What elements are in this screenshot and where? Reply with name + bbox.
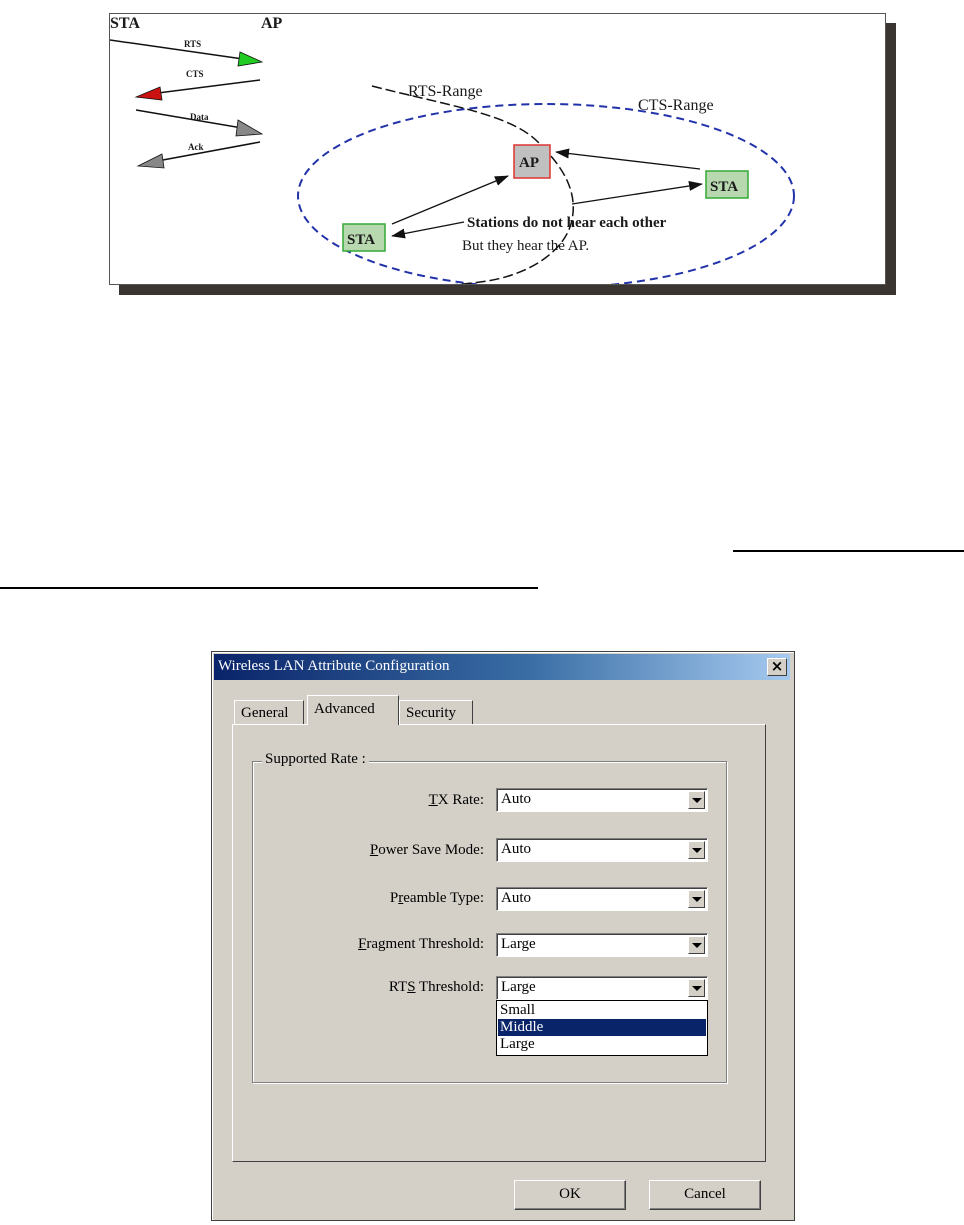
preamble-type-select[interactable] <box>496 887 708 911</box>
caption-line-2: But they hear the AP. <box>462 238 590 254</box>
data-arrow-head <box>236 120 262 136</box>
close-button[interactable] <box>767 658 787 676</box>
tab-advanced[interactable] <box>307 695 399 725</box>
cts-arrow-head <box>136 87 162 100</box>
rts-threshold-select[interactable] <box>496 976 708 1000</box>
rts-arrow-head <box>238 52 262 66</box>
sta-right-label: STA <box>710 179 739 195</box>
ok-button[interactable]: OK <box>514 1180 626 1210</box>
legend-sta-label: STA <box>110 15 140 32</box>
sta-left-label: STA <box>347 232 376 248</box>
cts-range-label: CTS-Range <box>638 97 714 114</box>
preamble-type-value: Auto <box>501 890 531 906</box>
tab-general[interactable] <box>234 700 304 724</box>
option-large[interactable]: Large <box>500 1036 535 1052</box>
rts-arrow-line <box>110 40 250 60</box>
option-small[interactable]: Small <box>500 1002 536 1018</box>
tab-advanced-label: Advanced <box>314 701 375 717</box>
network-diagram <box>109 13 896 295</box>
ack-arrow-line <box>152 142 260 162</box>
cancel-button[interactable]: Cancel <box>649 1180 761 1210</box>
tab-security-label: Security <box>406 705 456 721</box>
fragment-threshold-dropdown-button[interactable] <box>688 936 705 954</box>
tx-rate-select[interactable] <box>496 788 708 812</box>
power-save-mode-dropdown-button[interactable] <box>688 841 705 859</box>
to-sta-left-arrow <box>392 222 464 236</box>
supported-rate-label: Supported Rate : <box>262 751 369 768</box>
diagram-box <box>109 13 886 285</box>
tab-general-label: General <box>241 705 289 721</box>
data-label: Data <box>190 112 209 122</box>
rts-threshold-label: RTS Threshold: <box>388 979 484 995</box>
ack-label: Ack <box>188 142 204 152</box>
chevron-down-icon <box>692 798 702 803</box>
tx-rate-value: Auto <box>501 791 531 807</box>
dialog-title: Wireless LAN Attribute Configuration <box>218 658 450 674</box>
tab-security[interactable] <box>399 700 473 724</box>
rts-threshold-dropdown-button[interactable] <box>688 979 705 997</box>
rts-threshold-value: Large <box>501 979 536 995</box>
chevron-down-icon <box>692 897 702 902</box>
power-save-mode-value: Auto <box>501 841 531 857</box>
fragment-threshold-value: Large <box>501 936 536 952</box>
caption-line-1: Stations do not hear each other <box>467 215 667 231</box>
to-sta-right-arrow <box>572 184 702 204</box>
chevron-down-icon <box>692 986 702 991</box>
legend-ap-label: AP <box>261 15 283 32</box>
preamble-type-dropdown-button[interactable] <box>688 890 705 908</box>
sta-right-to-ap-arrow <box>556 152 700 169</box>
fragment-threshold-label: Fragment Threshold: <box>358 936 484 952</box>
rts-range-curve <box>300 86 573 284</box>
rts-range-label: RTS-Range <box>408 83 483 100</box>
chevron-down-icon <box>692 848 702 853</box>
power-save-mode-label: Power Save Mode: <box>369 842 484 858</box>
wlan-config-dialog <box>211 651 795 1221</box>
close-icon: × <box>770 657 784 675</box>
preamble-type-label: Preamble Type: <box>389 890 484 906</box>
underline-right <box>733 550 964 552</box>
underline-left <box>0 587 538 589</box>
chevron-down-icon <box>692 943 702 948</box>
ack-arrow-head <box>138 154 164 168</box>
tx-rate-label: TX Rate: <box>428 792 484 808</box>
tx-rate-dropdown-button[interactable] <box>688 791 705 809</box>
fragment-threshold-select[interactable] <box>496 933 708 957</box>
diagram-svg <box>110 14 885 284</box>
ap-node-label: AP <box>519 155 539 171</box>
rts-threshold-options <box>496 1000 708 1056</box>
option-middle[interactable]: Middle <box>498 1019 706 1036</box>
rts-label: RTS <box>184 39 202 49</box>
title-bar[interactable] <box>214 654 790 680</box>
cts-label: CTS <box>186 69 204 79</box>
power-save-mode-select[interactable] <box>496 838 708 862</box>
cts-arrow-line <box>150 80 260 94</box>
